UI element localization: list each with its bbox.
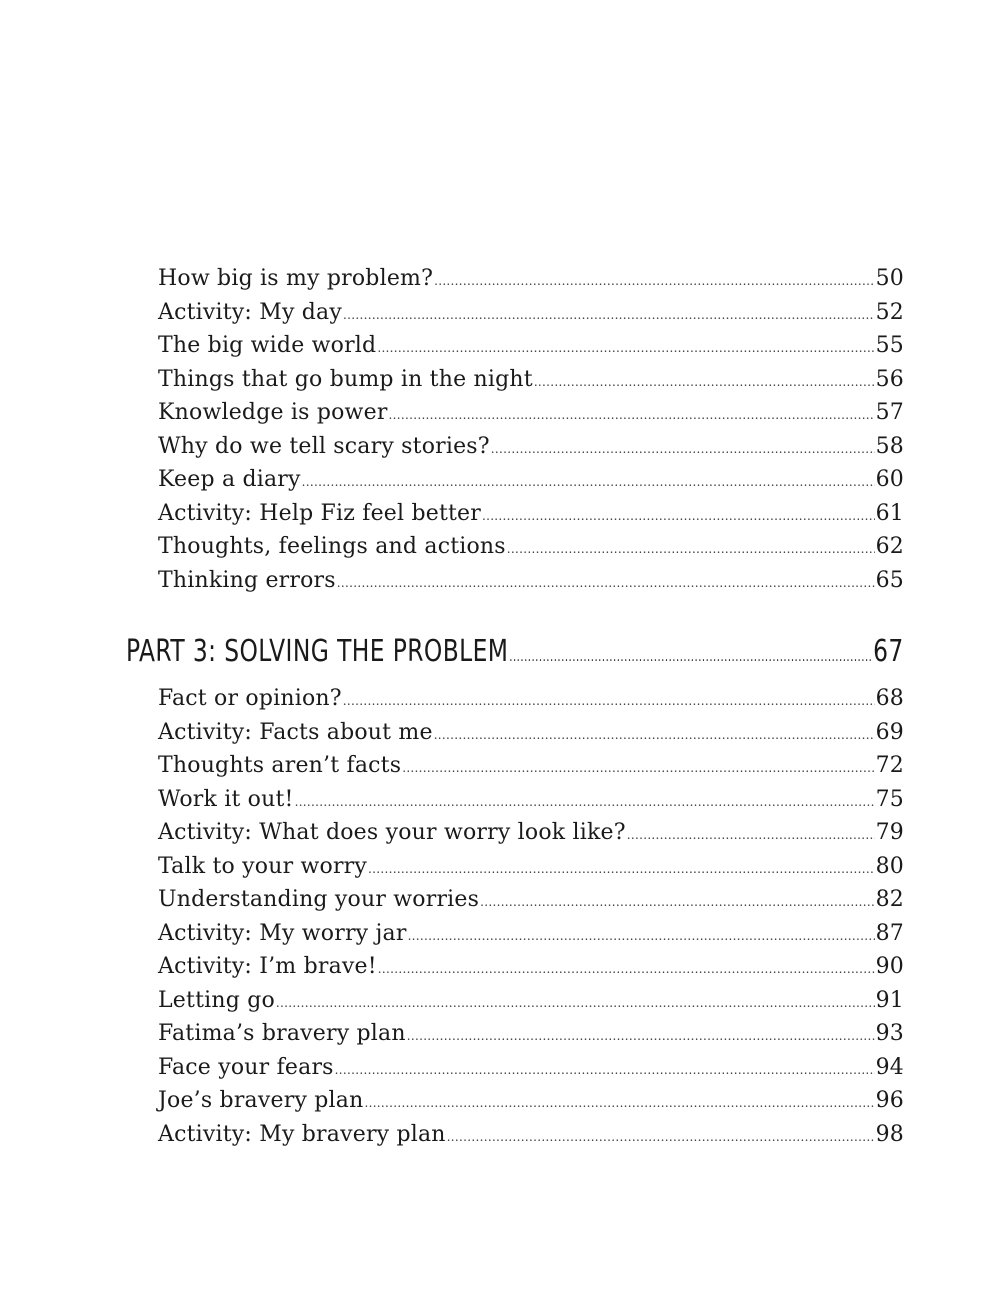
dot-leader: [378, 962, 875, 976]
dot-leader: [509, 649, 872, 665]
toc-entry: [158, 921, 904, 955]
toc-entry-page: 91: [875, 987, 904, 1013]
toc-entry-title: Understanding your worries: [158, 887, 480, 912]
toc-entry-page: 79: [875, 820, 904, 845]
toc-entry-page: 62: [875, 534, 904, 559]
dot-leader: [507, 542, 875, 556]
dot-leader: [482, 509, 875, 523]
toc-entry: [158, 333, 904, 367]
part-heading-page: 67: [873, 634, 904, 669]
toc-entry: [158, 854, 904, 888]
toc-entry-page: 98: [875, 1121, 904, 1147]
toc-entry: [158, 686, 904, 720]
toc-entry-page: 93: [875, 1021, 904, 1046]
dot-leader: [368, 862, 875, 876]
toc-section-part-3: [158, 686, 904, 1155]
toc-entry-title: Activity: Facts about me: [158, 719, 433, 745]
dot-leader: [434, 274, 875, 288]
toc-entry-page: 87: [875, 920, 904, 946]
toc-entry: [158, 954, 904, 988]
toc-entry-title: Activity: I’m brave!: [158, 954, 377, 979]
toc-entry-title: Joe’s bravery plan: [158, 1088, 364, 1113]
toc-entry-title: Activity: My day: [158, 299, 343, 325]
toc-entry-page: 55: [875, 333, 904, 358]
dot-leader: [447, 1130, 875, 1144]
dot-leader: [295, 795, 875, 809]
dot-leader: [480, 895, 874, 909]
toc-entry-page: 80: [875, 853, 904, 879]
toc-entry: [158, 501, 904, 535]
toc-entry-page: 52: [875, 299, 904, 325]
toc-entry: [158, 787, 904, 821]
toc-entry: [158, 568, 904, 602]
toc-entry-title: Fact or opinion?: [158, 686, 342, 711]
toc-entry-page: 96: [875, 1088, 904, 1113]
toc-entry: [158, 720, 904, 754]
toc-entry: [158, 434, 904, 468]
toc-entry: [158, 534, 904, 568]
toc-entry-title: Activity: Help Fiz feel better: [158, 500, 481, 526]
toc-entry-page: 50: [875, 266, 904, 291]
dot-leader: [389, 408, 875, 422]
dot-leader: [534, 375, 875, 389]
toc-entry-page: 90: [875, 954, 904, 979]
part-3-heading: [126, 634, 904, 669]
toc-entry-page: 72: [875, 753, 904, 778]
toc-entry-title: Letting go: [158, 987, 275, 1013]
toc-entry-title: Thoughts, feelings and actions: [158, 534, 506, 559]
toc-entry-page: 75: [875, 786, 904, 812]
toc-entry-title: Keep a diary: [158, 467, 301, 492]
dot-leader: [627, 828, 875, 842]
toc-entry-page: 68: [875, 686, 904, 711]
dot-leader: [276, 996, 875, 1010]
toc-entry-title: Thoughts aren’t facts: [158, 753, 402, 778]
toc-entry-page: 65: [875, 567, 904, 593]
toc-entry-title: Activity: My bravery plan: [158, 1121, 446, 1147]
toc-entry-title: How big is my problem?: [158, 266, 434, 291]
toc-entry-title: Knowledge is power: [158, 400, 388, 425]
toc-entry-title: Activity: What does your worry look like?: [158, 820, 626, 845]
toc-entry: [158, 820, 904, 854]
toc-entry: [158, 1122, 904, 1156]
toc-entry-page: 56: [875, 366, 904, 392]
dot-leader: [408, 929, 875, 943]
toc-entry: [158, 400, 904, 434]
toc-entry-page: 61: [875, 500, 904, 526]
dot-leader: [407, 1029, 875, 1043]
toc-entry-page: 82: [875, 887, 904, 912]
toc-entry: [158, 467, 904, 501]
dot-leader: [434, 728, 875, 742]
toc-entry-title: Work it out!: [158, 786, 294, 812]
toc-entry-title: Face your fears: [158, 1054, 334, 1080]
toc-section-part-2-continued: [158, 266, 904, 601]
toc-entry: [158, 266, 904, 300]
dot-leader: [402, 761, 874, 775]
toc-entry-title: Activity: My worry jar: [158, 920, 407, 946]
toc-entry-page: 69: [875, 719, 904, 745]
toc-entry: [158, 367, 904, 401]
dot-leader: [335, 1063, 875, 1077]
dot-leader: [343, 694, 875, 708]
toc-entry-title: Talk to your worry: [158, 853, 368, 879]
toc-entry-page: 57: [875, 400, 904, 425]
toc-entry: [158, 1021, 904, 1055]
toc-entry-page: 58: [875, 433, 904, 459]
toc-entry: [158, 1055, 904, 1089]
toc-entry: [158, 988, 904, 1022]
toc-entry-title: Things that go bump in the night: [158, 366, 533, 392]
dot-leader: [302, 475, 875, 489]
toc-entry-page: 60: [875, 467, 904, 492]
toc-entry-title: Fatima’s bravery plan: [158, 1021, 406, 1046]
toc-entry: [158, 300, 904, 334]
toc-entry: [158, 753, 904, 787]
dot-leader: [337, 576, 875, 590]
toc-entry-title: Thinking errors: [158, 567, 336, 593]
dot-leader: [377, 341, 874, 355]
part-heading-title: PART 3: SOLVING THE PROBLEM: [126, 634, 509, 669]
toc-entry: [158, 1088, 904, 1122]
toc-entry: [158, 887, 904, 921]
dot-leader: [491, 442, 875, 456]
dot-leader: [343, 308, 875, 322]
toc-entry-page: 94: [875, 1054, 904, 1080]
dot-leader: [364, 1096, 874, 1110]
toc-entry-title: The big wide world: [158, 333, 377, 358]
toc-entry-title: Why do we tell scary stories?: [158, 433, 490, 459]
